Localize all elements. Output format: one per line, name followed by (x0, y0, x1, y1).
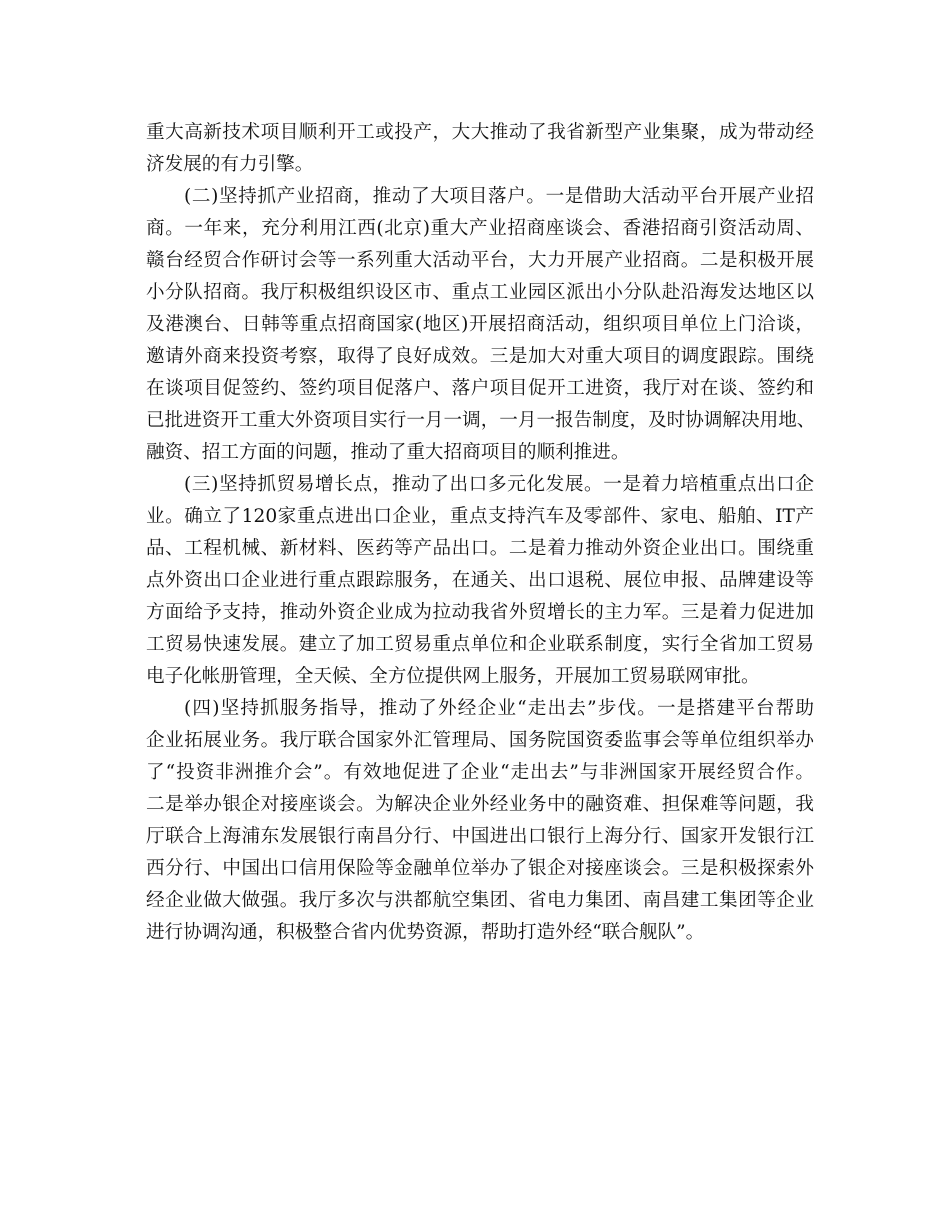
text-line: 小分队招商。我厅积极组织设区市、重点工业园区派出小分队赴沿海发达地区以 (146, 282, 814, 303)
text-line: 了“投资非洲推介会”。有效地促进了企业“走出去”与非洲国家开展经贸合作。 (146, 762, 814, 783)
paragraph-going-global (146, 693, 814, 949)
text-line: 及港澳台、日韩等重点招商国家(地区)开展招商活动，组织项目单位上门洽谈， (146, 314, 814, 335)
text-line: (三)坚持抓贸易增长点，推动了出口多元化发展。一是着力培植重点出口企 (184, 474, 814, 495)
text-line: 品、工程机械、新材料、医药等产品出口。二是着力推动外资企业出口。围绕重 (146, 538, 814, 559)
text-line: 济发展的有力引擎。 (146, 154, 314, 175)
text-line: 经企业做大做强。我厅多次与洪都航空集团、省电力集团、南昌建工集团等企业 (146, 890, 814, 911)
paragraph-industry-investment (146, 181, 814, 469)
paragraph-trade-growth (146, 469, 814, 693)
text-line: 赣台经贸合作研讨会等一系列重大活动平台，大力开展产业招商。二是积极开展 (146, 250, 814, 271)
text-line: 西分行、中国出口信用保险等金融单位举办了银企对接座谈会。三是积极探索外 (146, 858, 814, 879)
text-line: 在谈项目促签约、签约项目促落户、落户项目促开工进资，我厅对在谈、签约和 (146, 378, 814, 399)
text-line: (二)坚持抓产业招商，推动了大项目落户。一是借助大活动平台开展产业招 (184, 186, 814, 207)
text-line: 重大高新技术项目顺利开工或投产，大大推动了我省新型产业集聚，成为带动经 (146, 122, 814, 143)
paragraph-continuation (146, 117, 814, 181)
text-line: 点外资出口企业进行重点跟踪服务，在通关、出口退税、展位申报、品牌建设等 (146, 570, 814, 591)
text-line: 工贸易快速发展。建立了加工贸易重点单位和企业联系制度，实行全省加工贸易 (146, 634, 814, 655)
text-line: 电子化帐册管理，全天候、全方位提供网上服务，开展加工贸易联网审批。 (146, 666, 760, 687)
text-line: 厅联合上海浦东发展银行南昌分行、中国进出口银行上海分行、国家开发银行江 (146, 826, 814, 847)
text-line: 已批进资开工重大外资项目实行一月一调，一月一报告制度，及时协调解决用地、 (146, 410, 816, 431)
text-line: 业。确立了120家重点进出口企业，重点支持汽车及零部件、家电、船舶、IT产 (146, 506, 814, 527)
document-body (146, 117, 814, 949)
text-line: 企业拓展业务。我厅联合国家外汇管理局、国务院国资委监事会等单位组织举办 (146, 730, 814, 751)
text-line: 融资、招工方面的问题，推动了重大招商项目的顺利推进。 (146, 442, 630, 463)
text-line: 商。一年来，充分利用江西(北京)重大产业招商座谈会、香港招商引资活动周、 (146, 218, 814, 239)
text-line: 方面给予支持，推动外资企业成为拉动我省外贸增长的主力军。三是着力促进加 (146, 602, 814, 623)
text-line: 邀请外商来投资考察，取得了良好成效。三是加大对重大项目的调度跟踪。围绕 (146, 346, 814, 367)
text-line: (四)坚持抓服务指导，推动了外经企业“走出去”步伐。一是搭建平台帮助 (184, 698, 814, 719)
text-line: 二是举办银企对接座谈会。为解决企业外经业务中的融资难、担保难等问题，我 (146, 794, 814, 815)
text-line: 进行协调沟通，积极整合省内优势资源，帮助打造外经“联合舰队”。 (146, 922, 705, 943)
